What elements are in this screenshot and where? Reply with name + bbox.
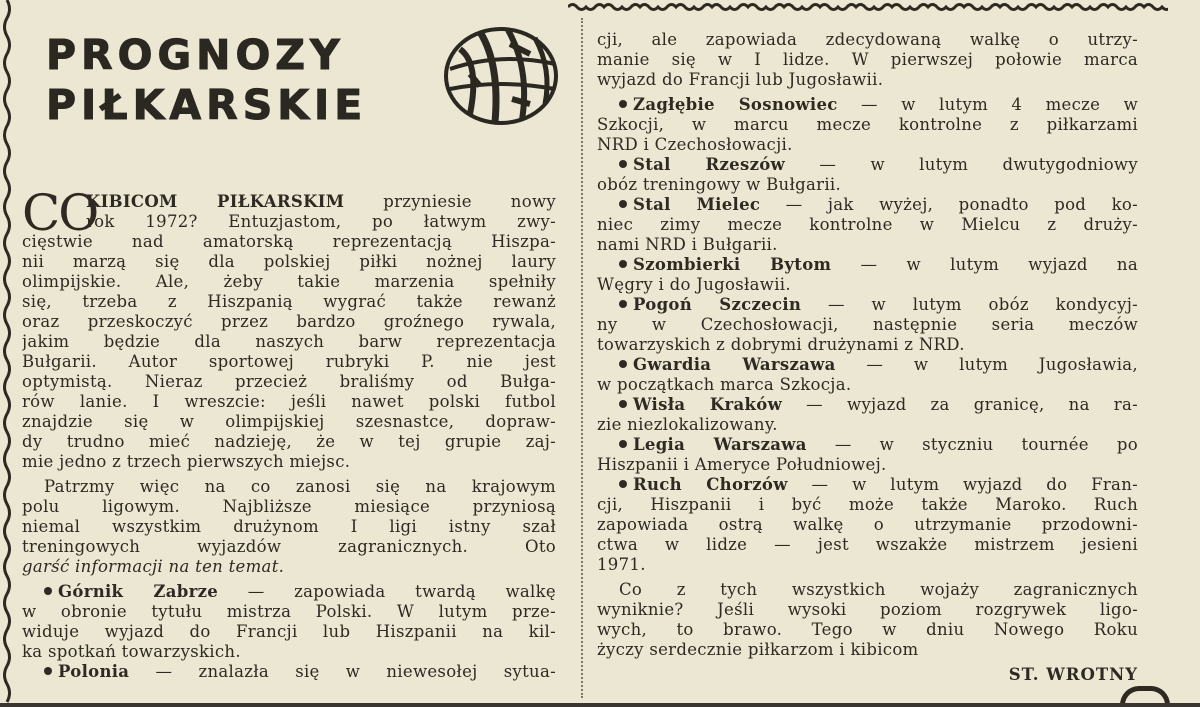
text-line [597, 335, 1138, 355]
text-line [597, 580, 1138, 600]
line-text: 1971. [597, 555, 646, 574]
line-text: Hiszpanii i Ameryce Południowej. [597, 455, 887, 474]
line-text: Szkocji, w marcu mecze kontrolne z piłkarzami [597, 115, 1138, 134]
bullet-icon [619, 100, 627, 108]
text-line [597, 295, 1138, 315]
text-line [22, 232, 556, 252]
line-text: cji, Hiszpanii i być może także Maroko. Ruch [597, 495, 1138, 514]
line-text: obóz treningowy w Bułgarii. [597, 175, 842, 194]
line-text: dy trudno mieć nadzieję, że w tej grupie zaj- [22, 432, 556, 451]
line-text: się, trzeba z Hiszpanią wygrać także rewanż [22, 292, 556, 311]
wavy-border-top [568, 0, 1168, 14]
text-line [597, 665, 1138, 685]
line-text: — jak wyżej, ponadto pod ko- [760, 195, 1138, 214]
line-text: jakim będzie dla naszych barw reprezentacja [22, 332, 556, 351]
line-text: oraz przeskoczyć przez bardzo groźnego rywala, [22, 312, 556, 331]
line-text: Co z tych wszystkich wojaży zagranicznych [619, 580, 1138, 599]
text-line [597, 600, 1138, 620]
text-line [22, 497, 556, 517]
headline-line1: PROGNOZY [46, 31, 345, 79]
text-line [597, 30, 1138, 50]
bullet-icon [619, 200, 627, 208]
line-text: życzy serdecznie piłkarzom i kibicom [597, 640, 919, 659]
line-text: cji, ale zapowiada zdecydowaną walkę o utrzy- [597, 30, 1138, 49]
text-line [597, 70, 1138, 90]
football-illustration [440, 24, 562, 128]
text-line [597, 435, 1138, 455]
line-text: — w styczniu tournée po [806, 435, 1138, 454]
team-name: Zagłębie Sosnowiec [633, 95, 838, 114]
wavy-border-left [0, 0, 14, 707]
text-line [597, 195, 1138, 215]
line-text: widuje wyjazd do Francji lub Hiszpanii na kil- [22, 622, 556, 641]
text-line [22, 622, 556, 642]
line-text: ny w Czechosłowacji, następnie seria meczów [597, 315, 1138, 334]
line-text: wyjazd do Francji lub Jugosławii. [597, 70, 884, 89]
text-line [597, 395, 1138, 415]
text-line [597, 115, 1138, 135]
line-text: Węgry i do Jugosławii. [597, 275, 791, 294]
line-text: niec zimy mecze kontrolne w Mielcu z druży- [597, 215, 1138, 234]
bullet-icon [619, 360, 627, 368]
team-name: Górnik Zabrze [58, 582, 219, 601]
article-column-left [22, 184, 556, 682]
line-text: zapowiada ostrą walkę o utrzymanie przodowni- [597, 515, 1138, 534]
team-name: Szombierki Bytom [633, 255, 832, 274]
team-name: Gwardia Warszawa [633, 355, 836, 374]
text-line [22, 392, 556, 412]
line-text: cięstwie nad amatorską reprezentacją Hiszpa- [22, 232, 556, 251]
line-text: wyniknie? Jeśli wysoki poziom rozgrywek ligo- [597, 600, 1138, 619]
text-line [22, 537, 556, 557]
text-line [22, 372, 556, 392]
line-text: ka spotkań towarzyskich. [22, 642, 241, 661]
line-text: treningowych wyjazdów zagranicznych. Oto [22, 537, 556, 556]
line-text: ctwa w lidze — jest wszakże mistrzem jesieni [597, 535, 1138, 554]
line-text: — w lutym obóz kondycyj- [801, 295, 1138, 314]
line-text: manie się w I lidze. W pierwszej połowie marca [597, 50, 1138, 69]
text-line [597, 355, 1138, 375]
line-text: optymistą. Nieraz przecież braliśmy od Bułga- [22, 372, 556, 391]
line-text: Bułgarii. Autor sportowej rubryki P. nie jest [22, 352, 556, 371]
bullet-icon [619, 260, 627, 268]
text-line [597, 50, 1138, 70]
bullet-icon [619, 440, 627, 448]
team-name: Wisła Kraków [633, 395, 783, 414]
text-line [22, 662, 556, 682]
line-text: — w lutym dwutygodniowy [785, 155, 1138, 174]
line-text: — w lutym wyjazd do Fran- [787, 475, 1138, 494]
team-name: Stal Rzeszów [633, 155, 786, 174]
line-text: garść informacji na ten temat. [22, 557, 285, 576]
text-line [22, 212, 556, 232]
bullet-icon [44, 667, 52, 675]
line-text: w początkach marca Szkocja. [597, 375, 852, 394]
team-name: Legia Warszawa [633, 435, 807, 454]
line-text: wych, to brawo. Tego w dniu Nowego Roku [597, 620, 1138, 639]
line-text: w obronie tytułu mistrza Polski. W lutym prze- [22, 602, 556, 621]
text-line [597, 95, 1138, 115]
text-line [597, 495, 1138, 515]
text-line [22, 252, 556, 272]
text-line [22, 642, 556, 662]
line-text: przyniesie nowy [344, 192, 556, 211]
bullet-icon [619, 480, 627, 488]
text-line [597, 155, 1138, 175]
text-line [22, 557, 556, 577]
text-line [22, 292, 556, 312]
text-line [22, 272, 556, 292]
drop-cap: CO [22, 184, 98, 242]
text-line [22, 452, 556, 472]
line-text: — wyjazd za granicę, na ra- [782, 395, 1138, 414]
text-line [22, 602, 556, 622]
text-line [22, 477, 556, 497]
text-line [597, 375, 1138, 395]
line-text: NRD i Czechosłowacji. [597, 135, 793, 154]
headline [46, 30, 367, 130]
text-line [22, 192, 556, 212]
line-text: — w lutym Jugosławia, [835, 355, 1138, 374]
line-text: rok 1972? Entuzjastom, po łatwym zwy- [86, 212, 556, 231]
text-line [597, 640, 1138, 660]
line-text: nii marzą się dla polskiej piłki nożnej laury [22, 252, 556, 271]
text-line [597, 555, 1138, 575]
headline-line2: PIŁKARSKIE [46, 81, 368, 129]
line-text: zie niezlokalizowany. [597, 415, 778, 434]
text-line [22, 332, 556, 352]
text-line [597, 515, 1138, 535]
text-line [597, 175, 1138, 195]
line-text: mie jedno z trzech pierwszych miejsc. [22, 452, 351, 471]
text-line [597, 455, 1138, 475]
text-line [597, 315, 1138, 335]
text-line [597, 620, 1138, 640]
bullet-icon [619, 300, 627, 308]
line-text: towarzyskich z dobrymi drużynami z NRD. [597, 335, 965, 354]
text-line [22, 432, 556, 452]
bullet-icon [619, 400, 627, 408]
line-text: — znalazła się w niewesołej sytua- [129, 662, 556, 681]
line-text: olimpijskie. Ale, żeby takie marzenia spełniły [22, 272, 556, 291]
line-text: rów lanie. I wreszcie: jeśli nawet polski futbol [22, 392, 556, 411]
line-text: — w lutym wyjazd na [831, 255, 1138, 274]
text-line [597, 275, 1138, 295]
bullet-icon [619, 160, 627, 168]
team-name: Stal Mielec [633, 195, 761, 214]
text-line [22, 412, 556, 432]
bullet-icon [44, 587, 52, 595]
text-line [597, 535, 1138, 555]
line-text: Patrzmy więc na co zanosi się na krajowym [44, 477, 556, 496]
text-line [597, 215, 1138, 235]
text-line [22, 312, 556, 332]
text-line [597, 475, 1138, 495]
line-text: ST. WROTNY [1008, 665, 1138, 684]
article-column-right [597, 30, 1138, 685]
text-line [597, 235, 1138, 255]
line-text: nami NRD i Bułgarii. [597, 235, 778, 254]
team-name: KIBICOM PIŁKARSKIM [86, 192, 345, 211]
text-line [597, 415, 1138, 435]
line-text: niemal wszystkim drużynom I ligi istny szał [22, 517, 556, 536]
line-text: — zapowiada twardą walkę [218, 582, 556, 601]
line-text: polu ligowym. Najbliższe miesiące przyniosą [22, 497, 556, 516]
text-line [22, 582, 556, 602]
text-line [597, 255, 1138, 275]
line-text: znajdzie się w olimpijskiej szesnastce, dopraw- [22, 412, 556, 431]
column-separator [581, 18, 583, 698]
text-line [22, 352, 556, 372]
team-name: Pogoń Szczecin [633, 295, 802, 314]
team-name: Ruch Chorzów [633, 475, 788, 494]
bottom-rule [0, 703, 1200, 707]
text-line [22, 517, 556, 537]
text-line [597, 135, 1138, 155]
line-text: — w lutym 4 mecze w [837, 95, 1138, 114]
team-name: Polonia [58, 662, 130, 681]
